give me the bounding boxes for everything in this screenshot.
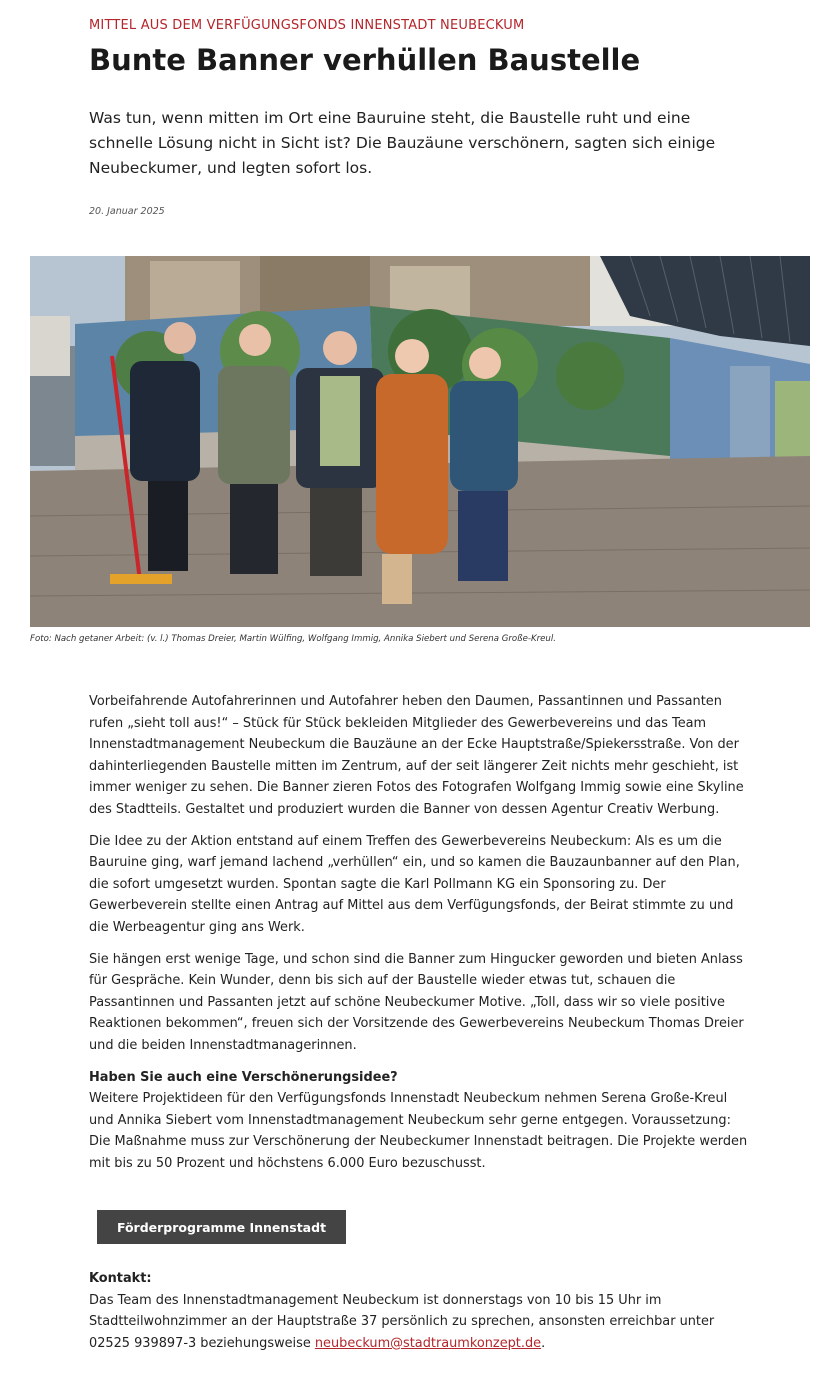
article-title: Bunte Banner verhüllen Baustelle: [89, 43, 641, 77]
contact-end: .: [541, 1335, 546, 1351]
paragraph-1: Vorbeifahrende Autofahrerinnen und Autofahrer heben den Daumen, Passantinnen und Passanten rufen „sieht toll aus!“ – Stück für Stück bekleiden Mitglieder des Gewerbevereins und das Team Innenstadtmanagement Neubeckum die Bauzäune an der Ecke Hauptstraße/Spiekersstraße. Von der dahinterliegenden Baustelle mitten im Zentrum, auf der seit längerer Zeit nichts mehr geschieht, ist immer weniger zu sehen. Die Banner zieren Fotos des Fotografen Wolfgang Immig sowie eine Skyline des Stadtteils. Gestaltet und produziert wurden die Banner von dessen Agentur Creativ Werbung.: [89, 694, 744, 817]
photo-caption: Foto: Nach getaner Arbeit: (v. l.) Thomas Dreier, Martin Wülfing, Wolfgang Immig, Annika Siebert und Serena Große-Kreul.: [30, 634, 556, 644]
idea-heading: Haben Sie auch eine Verschönerungsidee?: [89, 1069, 398, 1085]
article-photo: [30, 256, 810, 627]
paragraph-3: Sie hängen erst wenige Tage, und schon sind die Banner zum Hingucker geworden und bieten Anlass für Gespräche. Kein Wunder, denn bis sich auf der Baustelle wieder etwas tut, schauen die Passantinnen und Passanten jetzt auf schöne Neubeckumer Motive. „Toll, dass wir so viele positive Reaktionen bekommen“, freuen sich der Vorsitzende des Gewerbevereins Neubeckum Thomas Dreier und die beiden Innenstadtmanagerinnen.: [89, 951, 744, 1053]
contact-section: [89, 1268, 751, 1354]
contact-text: Das Team des Innenstadtmanagement Neubeckum ist donnerstags von 10 bis 15 Uhr im Stadtteilwohnzimmer an der Hauptstraße 37 persönlich zu sprechen, ansonsten erreichbar unter 02525 939897-3 beziehungsweise: [89, 1292, 715, 1351]
article-date: 20. Januar 2025: [89, 206, 165, 217]
article-lead: Was tun, wenn mitten im Ort eine Bauruine steht, die Baustelle ruht und eine schnelle Lösung nicht in Sicht ist? Die Bauzäune verschönern, sagten sich einige Neubeckumer, und legten sofort los.: [89, 109, 716, 177]
idea-text: Weitere Projektideen für den Verfügungsfonds Innenstadt Neubeckum nehmen Serena Große-Kreul und Annika Siebert vom Innenstadtmanagement Neubeckum sehr gerne entgegen. Voraussetzung: Die Maßnahme muss zur Verschönerung der Neubeckumer Innenstadt beitragen. Die Projekte werden mit bis zu 50 Prozent und höchstens 6.000 Euro bezuschusst.: [89, 1091, 748, 1171]
article-body: [89, 691, 751, 1184]
contact-email-link[interactable]: neubeckum@stadtraumkonzept.de: [314, 1335, 542, 1351]
article-kicker: MITTEL AUS DEM VERFÜGUNGSFONDS INNENSTADT NEUBECKUM: [89, 18, 525, 33]
contact-heading: Kontakt:: [89, 1271, 152, 1286]
idea-section: [89, 1067, 751, 1175]
foerderprogramme-button[interactable]: Förderprogramme Innenstadt: [97, 1210, 346, 1244]
paragraph-2: Die Idee zu der Aktion entstand auf einem Treffen des Gewerbevereins Neubeckum: Als es um die Bauruine ging, warf jemand lachend „verhüllen“ ein, und so kamen die Bauzaunbanner auf den Plan, die sofort umgesetzt wurden. Spontan sagte die Karl Pollmann KG ein Sponsoring zu. Der Gewerbeverein stellte einen Antrag auf Mittel aus dem Verfügungsfonds, der Beirat stimmte zu und die Werbeagentur ging ans Werk.: [89, 833, 740, 935]
